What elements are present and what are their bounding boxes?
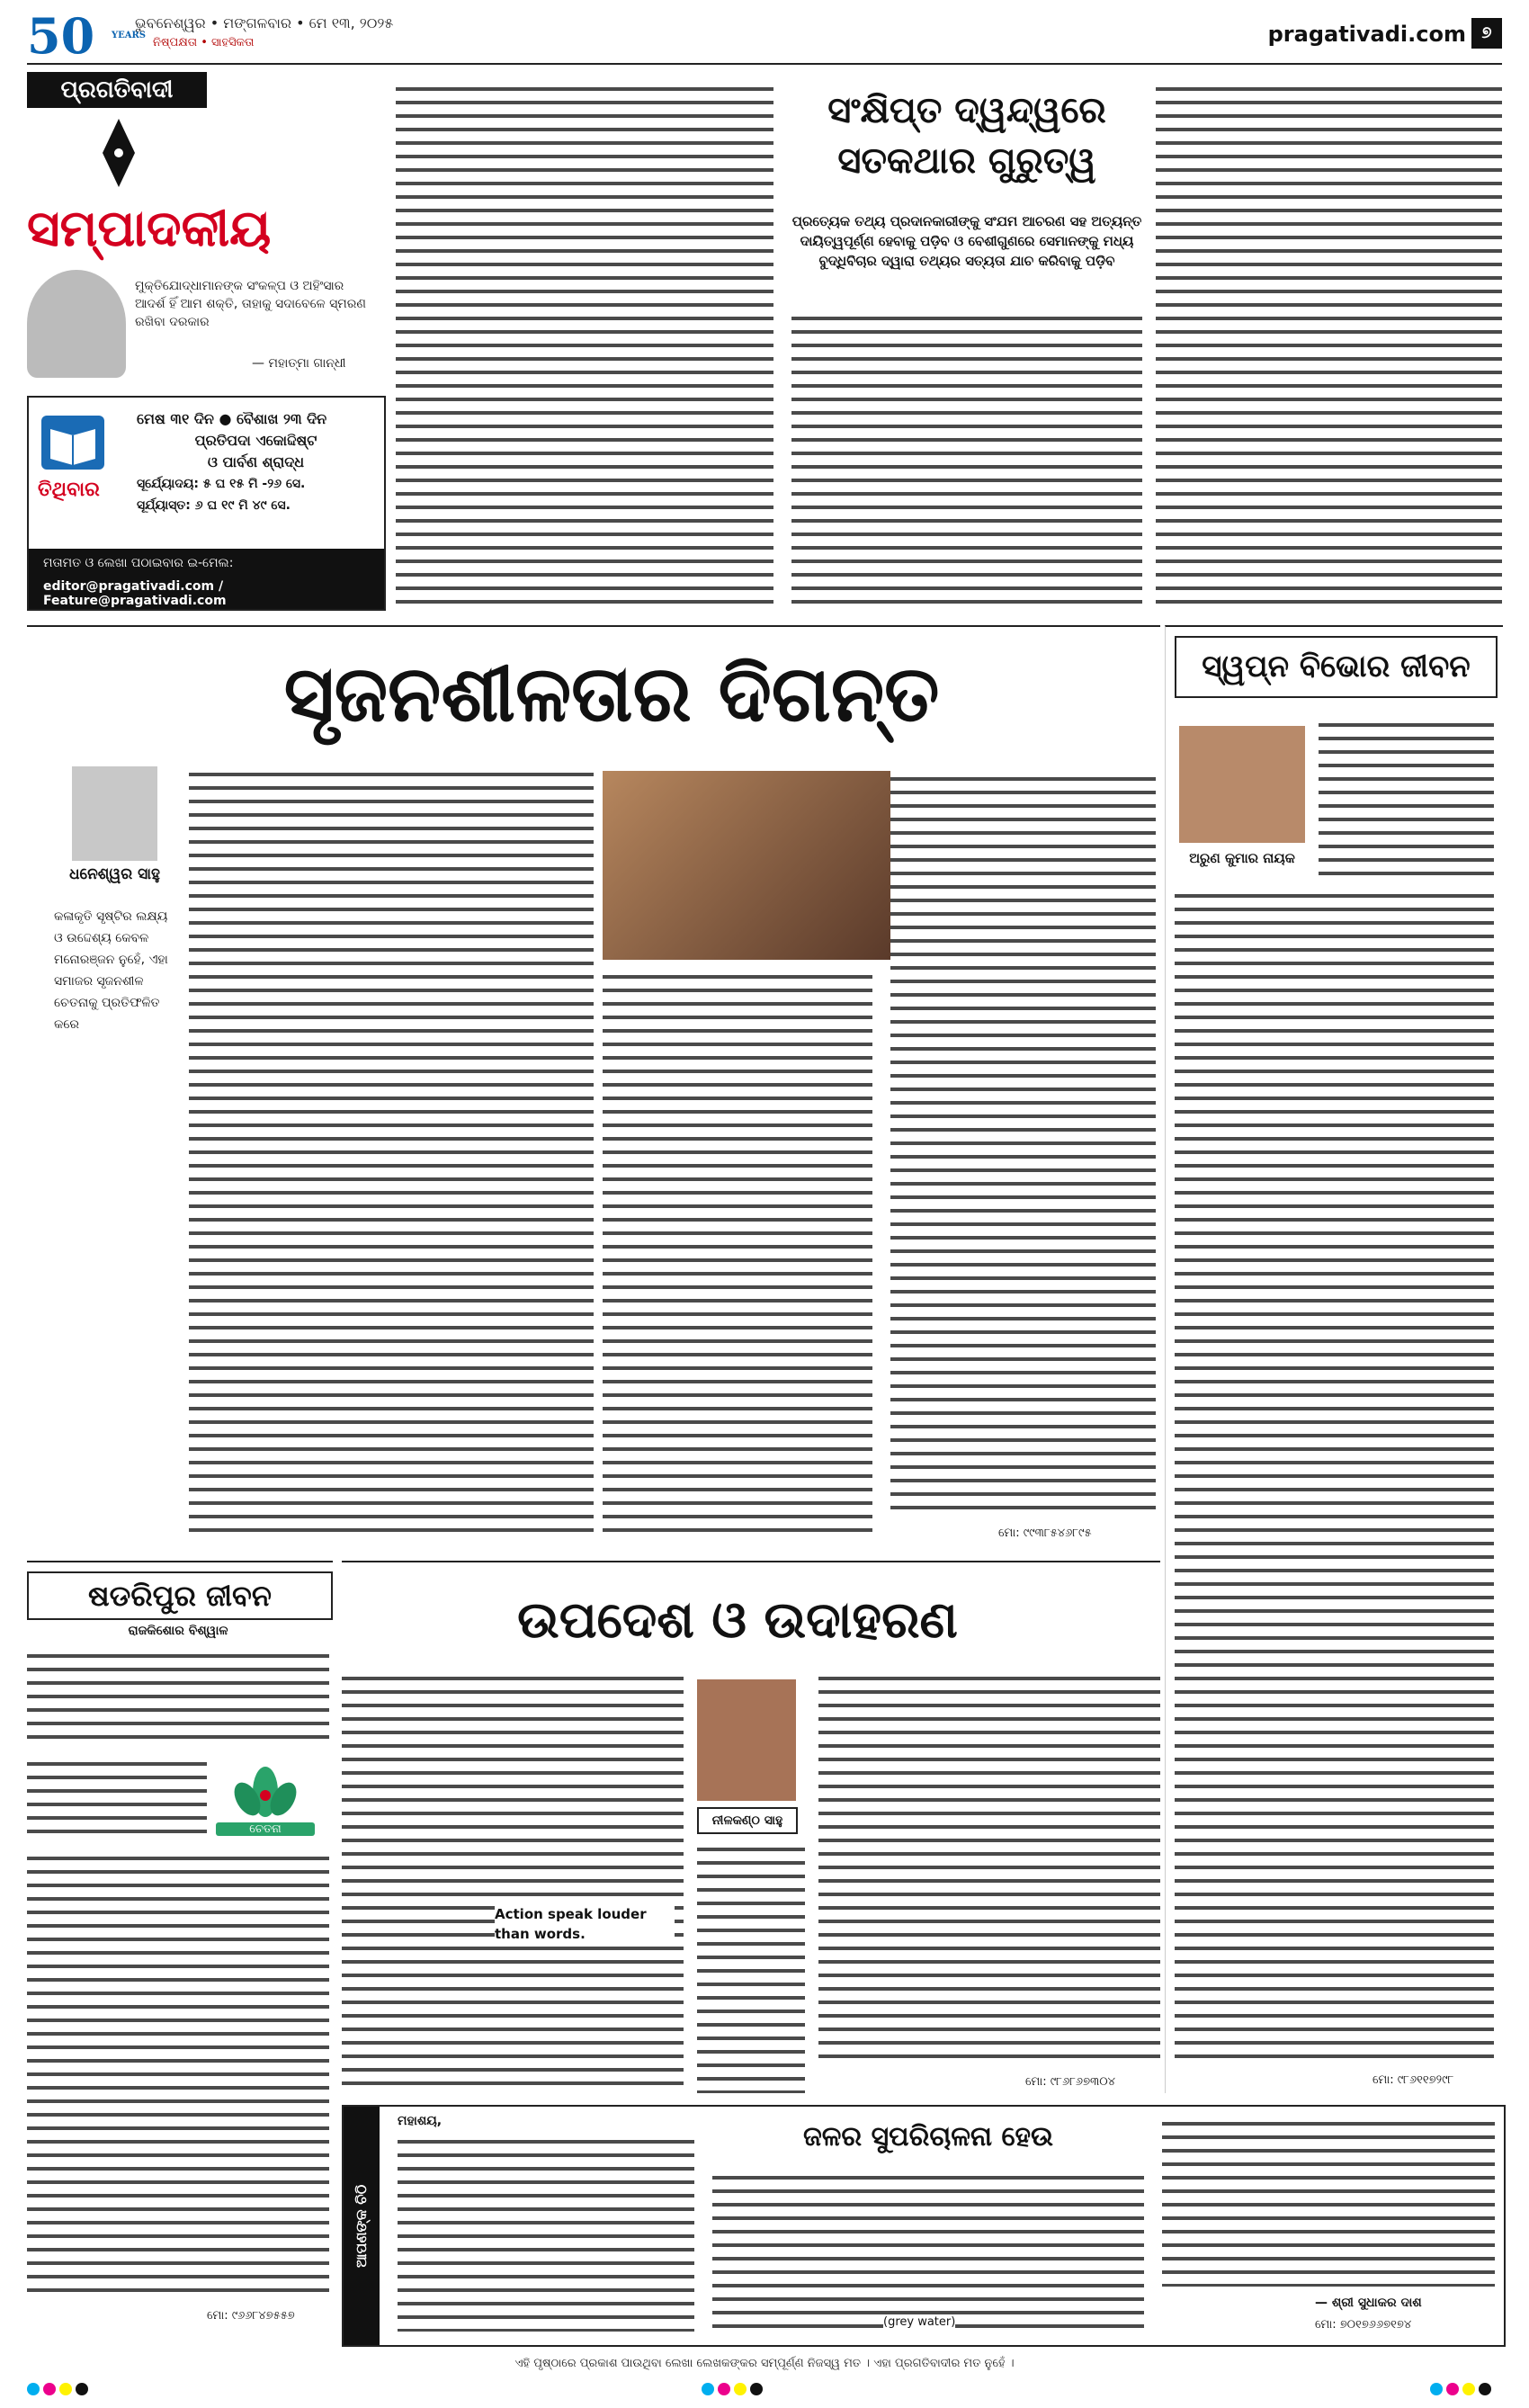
letter-box xyxy=(342,2105,1506,2347)
letter-sign: — ଶ୍ରୀ ସୁଧାକର ଦାଶ xyxy=(1315,2296,1422,2310)
page-number-value: ୭ xyxy=(1481,23,1492,42)
email-address[interactable]: editor@pragativadi.com / Feature@pragativadi.com xyxy=(43,579,227,608)
upadesha-phone: ମୋ: ୯୮୬୮୬୭୩୦୪ xyxy=(1025,2075,1115,2089)
pen-nib-icon xyxy=(99,117,139,189)
upadesha-author: ନୀଳକଣ୍ଠ ସାହୁ xyxy=(697,1807,798,1834)
editorial-standfirst: ପ୍ରତ୍ୟେକ ତଥ୍ୟ ପ୍ରଦାନକାରୀଙ୍କୁ ସଂଯମ ଆଚରଣ ସହ ଅତ୍ୟନ୍ତ ଦାୟିତ୍ୱପୂର୍ଣ୍ଣ ହେବାକୁ ପଡ଼ିବ ଓ ବେଶୀଗୁଣରେ ସେମାନଙ୍କୁ ମଧ୍ୟ ବୁଦ୍ଧିବିଚାର ଦ୍ୱାରା ତଥ୍ୟର ସତ୍ୟତା ଯାଚ କରିବାକୁ ପଡ଼ିବ xyxy=(791,213,1142,269)
dream-phone: ମୋ: ୯୮୬୧୧୭୨୯୮ xyxy=(1373,2073,1454,2087)
registration-marks-center xyxy=(702,2382,766,2396)
badge-label: ଚେତନା xyxy=(216,1822,315,1836)
letter-body-2 xyxy=(712,2170,1144,2332)
calendar-box xyxy=(27,396,386,611)
calendar-line1: ମେଷ ୩୧ ଦିନ ● ବୈଶାଖ ୨୩ ଦିନ xyxy=(137,410,327,427)
email-strip xyxy=(29,549,384,609)
logo-50: 50 xyxy=(27,7,95,65)
anniversary-logo xyxy=(27,9,146,63)
upadesha-quote-en: Action speak louder than words. xyxy=(495,1904,675,1944)
feature-author: ଧନେଶ୍ୱର ସାହୁ xyxy=(69,865,160,883)
letter-body-1 xyxy=(398,2134,694,2332)
feature-article xyxy=(27,625,1160,1553)
feature-headline: ସୃଜନଶୀଳତାର ଦିଗନ୍ତ xyxy=(283,649,940,739)
letter-phone: ମୋ: ୭୦୧୭୬୬୭୧୭୪ xyxy=(1315,2318,1412,2332)
shadaripu-body-top xyxy=(27,1648,329,1747)
dream-article xyxy=(1165,625,1503,2093)
page-header xyxy=(27,9,1502,65)
dream-author-photo xyxy=(1179,726,1305,843)
site-url[interactable]: pragativadi.com xyxy=(1267,22,1466,47)
logo-years: YEARS xyxy=(111,31,147,40)
quote-text: ମୁକ୍ତିଯୋଦ୍ଧାମାନଙ୍କ ସଂକଳ୍ପ ଓ ଅହିଂସାର ଆଦର୍ଶ ହିଁ ଆମ ଶକ୍ତି, ତାହାକୁ ସଦାବେଳେ ସ୍ମରଣ ରଖିବା ଦରକାର xyxy=(135,279,366,329)
page-label: ପୃଷ୍ଠା xyxy=(1479,9,1498,18)
quote-author: — ମହାତ୍ମା ଗାନ୍ଧୀ xyxy=(252,356,346,371)
feature-body-2 xyxy=(603,969,872,1540)
dateline: ଭୁବନେଶ୍ୱର • ମଙ୍ଗଳବାର • ମେ ୧୩, ୨୦୨୫ xyxy=(135,14,394,31)
feature-painting xyxy=(603,771,890,960)
letter-body-3 xyxy=(1162,2116,1495,2287)
shadaripu-article xyxy=(27,1561,333,2336)
editorial-body-right xyxy=(1156,81,1502,612)
gandhi-portrait xyxy=(27,270,126,378)
shadaripu-phone: ମୋ: ୯୬୬୮୪୭୫୫୭ xyxy=(207,2309,295,2323)
calendar-label: ତିଥିବାର xyxy=(38,479,100,501)
letter-label: ଆପଣଙ୍କ ଚିଠି xyxy=(353,2184,370,2268)
shadaripu-author: ରାଜକିଶୋର ବିଶ୍ୱାଳ xyxy=(128,1624,228,1638)
page-disclaimer: ଏହି ପୃଷ୍ଠାରେ ପ୍ରକାଶ ପାଉଥିବା ଲେଖା ଲେଖକଙ୍କର ସମ୍ପୂର୍ଣ୍ଣ ନିଜସ୍ୱ ମତ । ଏହା ପ୍ରଗତିବାଦୀର ମତ ନୁହେଁ । xyxy=(514,2357,1015,2370)
sunset: ସୂର୍ଯ୍ୟାସ୍ତ: ୬ ଘ ୧୯ ମି ୪୯ ସେ. xyxy=(137,498,291,513)
registration-marks-left xyxy=(27,2382,92,2396)
dream-body-top xyxy=(1319,717,1494,879)
author-photo xyxy=(72,766,157,861)
dream-body xyxy=(1175,888,1494,2066)
calendar-line2: ପ୍ରତିପଦା ଏକୋଦ୍ଦିଷ୍ଟ xyxy=(194,432,317,449)
book-icon xyxy=(41,416,104,470)
editorial-body-left xyxy=(396,81,773,612)
lotus-icon xyxy=(216,1756,315,1819)
feature-sidebar: କଳାକୃତି ସୃଷ୍ଟିର ଲକ୍ଷ୍ୟ ଓ ଉଦ୍ଦେଶ୍ୟ କେବଳ ମନୋରଞ୍ଜନ ନୁହେଁ, ଏହା ସମାଜର ସୃଜନଶୀଳ ଚେତନାକୁ ପ୍ରତିଫଳିତ କରେ xyxy=(54,909,168,1032)
editorial-masthead xyxy=(27,72,387,391)
letter-label-strip xyxy=(344,2107,380,2345)
letter-salutation: ମହାଶୟ, xyxy=(398,2114,443,2128)
upadesha-article xyxy=(342,1561,1160,2102)
upadesha-body-3 xyxy=(818,1670,1160,2066)
feature-body-1 xyxy=(189,766,594,1540)
tagline: ନିଷ୍ପକ୍ଷତା • ସାହସିକତା xyxy=(153,36,255,49)
letter-grey-water: (grey water) xyxy=(883,2315,956,2329)
dream-author: ଅରୁଣ କୁମାର ନାୟକ xyxy=(1189,850,1295,866)
page-number xyxy=(1471,18,1502,49)
feature-body-3 xyxy=(890,771,1156,1517)
registration-marks-right xyxy=(1430,2382,1495,2396)
calendar-line3: ଓ ପାର୍ବଣ ଶ୍ରାଦ୍ଧ xyxy=(207,453,305,470)
calendar-details xyxy=(137,408,375,516)
upadesha-headline: ଉପଦେଶ ଓ ଉଦାହରଣ xyxy=(517,1591,958,1650)
upadesha-author-photo xyxy=(697,1679,796,1801)
section-title: ସମ୍ପାଦକୀୟ xyxy=(27,200,272,258)
shadaripu-body-mid xyxy=(27,1756,207,1841)
sunrise: ସୂର୍ଯ୍ୟୋଦୟ: ୫ ଘ ୧୫ ମି -୨୬ ସେ. xyxy=(137,477,306,491)
shadaripu-headline: ଷଡରିପୁର ଜୀବନ xyxy=(27,1571,333,1620)
editorial-body-mid xyxy=(791,310,1142,612)
upadesha-body-1 xyxy=(342,1670,684,2093)
lotus-badge xyxy=(216,1756,315,1841)
upadesha-body-2 xyxy=(697,1841,805,2093)
editorial-headline: ସଂକ୍ଷିପ୍ତ ଦ୍ୱନ୍ଦ୍ୱରେ ସତକଥାର ଗୁରୁତ୍ୱ xyxy=(827,90,1106,182)
dream-headline: ସ୍ୱପ୍ନ ବିଭୋର ଜୀବନ xyxy=(1175,636,1498,698)
shadaripu-body xyxy=(27,1850,329,2300)
paper-name: ପ୍ରଗତିବାଦୀ xyxy=(27,72,207,108)
email-label: ମତାମତ ଓ ଲେଖା ପଠାଇବାର ଇ-ମେଲ: xyxy=(43,556,234,570)
feature-phone: ମୋ: ୯୯୩୮୫୪୬୮୯୫ xyxy=(998,1526,1092,1540)
letter-headline: ଜଳର ସୁପରିଚାଳନା ହେଉ xyxy=(803,2121,1053,2153)
